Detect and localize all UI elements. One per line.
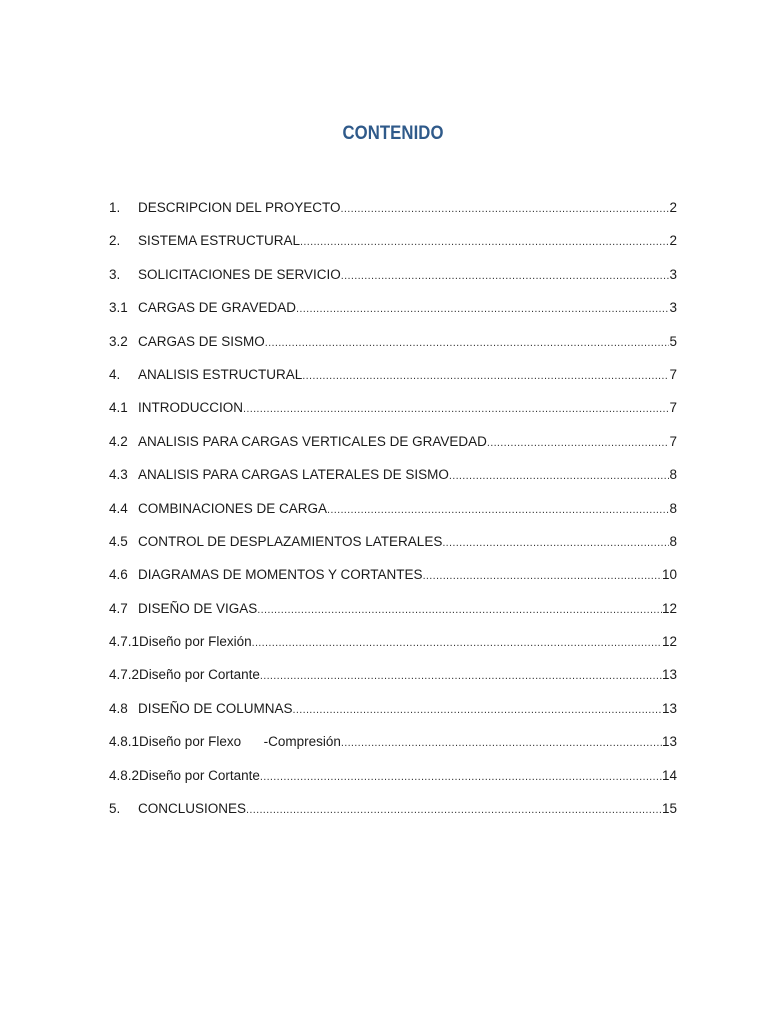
toc-entry-text: CONTROL DE DESPLAZAMIENTOS LATERALES [138, 533, 443, 549]
toc-entry-page: 2 [669, 233, 677, 249]
toc-entry-number: 3.1 [109, 300, 128, 316]
toc-entry-page: 7 [669, 400, 677, 416]
toc-entry-page: 2 [669, 200, 677, 215]
toc-entry-page: 13 [661, 667, 677, 683]
toc-dot-leader [423, 570, 662, 582]
toc-entry-text: SISTEMA ESTRUCTURAL [138, 233, 301, 249]
toc-entry [109, 601, 677, 634]
toc-dot-leader [260, 670, 662, 682]
toc-entry-text: SOLICITACIONES DE SERVICIO [138, 266, 341, 282]
toc-entry-text: CONCLUSIONES [138, 801, 247, 817]
toc-entry-number: 1. [109, 200, 121, 215]
toc-entry-number: 4.1 [109, 400, 128, 416]
toc-entry-page: 13 [661, 734, 677, 750]
toc-entry-text: ANALISIS ESTRUCTURAL [138, 366, 303, 382]
toc-entry-text: ANALISIS PARA CARGAS VERTICALES DE GRAVEDAD [138, 433, 487, 449]
toc-dot-leader [260, 771, 662, 783]
toc-dot-leader [293, 704, 662, 716]
toc-entry [109, 801, 677, 834]
toc-entry-number: 4.8 [109, 700, 128, 716]
toc-dot-leader [296, 303, 669, 315]
toc-entry-page: 3 [669, 266, 677, 282]
toc-dot-leader [341, 203, 670, 215]
toc-entry [109, 233, 677, 266]
toc-entry [109, 534, 677, 567]
toc-entry-page: 12 [661, 600, 677, 616]
toc-entry-text: CARGAS DE GRAVEDAD [138, 300, 297, 316]
toc-dot-leader [252, 637, 662, 649]
toc-entry-page: 7 [669, 366, 677, 382]
toc-entry [109, 267, 677, 300]
toc-entry-page: 5 [669, 333, 677, 349]
toc-dot-leader [327, 504, 669, 516]
toc-entry-number: 3. [109, 266, 121, 282]
toc-entry [109, 734, 677, 767]
toc-entry [109, 701, 677, 734]
toc-entry-page: 8 [669, 533, 677, 549]
toc-entry-text: CARGAS DE SISMO [138, 333, 265, 349]
toc-dot-leader [341, 270, 670, 282]
toc-entry-page: 13 [661, 700, 677, 716]
toc-entry-page: 10 [661, 567, 677, 583]
toc-entry-number: 4.8.2 [109, 767, 140, 783]
toc-entry [109, 334, 677, 367]
toc-dot-leader [442, 537, 669, 549]
toc-entry [109, 400, 677, 433]
toc-entry-text: DIAGRAMAS DE MOMENTOS Y CORTANTES [138, 567, 423, 583]
toc-entry-text: ANALISIS PARA CARGAS LATERALES DE SISMO [138, 467, 449, 483]
toc-entry [109, 200, 677, 233]
toc-entry-number: 4.2 [109, 433, 128, 449]
toc-entry-text: DESCRIPCION DEL PROYECTO [138, 200, 341, 215]
toc-entry-number: 4.6 [109, 567, 128, 583]
toc-entry-number: 4.7 [109, 600, 128, 616]
toc-dot-leader [449, 470, 670, 482]
toc-entry-text: COMBINACIONES DE CARGA [138, 500, 328, 516]
toc-entry-text: Diseño por Cortante [139, 667, 260, 683]
toc-entry-page: 12 [661, 634, 677, 650]
toc-entry [109, 501, 677, 534]
toc-entry [109, 434, 677, 467]
table-of-contents [109, 200, 677, 834]
toc-entry-number: 4.8.1 [109, 734, 140, 750]
toc-entry-text: Diseño por Flexo -Compresión [139, 734, 341, 750]
toc-entry-number: 4.7.2 [109, 667, 140, 683]
toc-entry-page: 14 [661, 767, 677, 783]
toc-entry [109, 768, 677, 801]
toc-entry [109, 634, 677, 667]
toc-entry-number: 4.5 [109, 533, 128, 549]
toc-entry-number: 3.2 [109, 333, 128, 349]
toc-entry-number: 4. [109, 366, 121, 382]
toc-dot-leader [300, 236, 669, 248]
toc-entry-page: 8 [669, 500, 677, 516]
toc-entry-number: 4.7.1 [109, 634, 140, 650]
toc-entry [109, 367, 677, 400]
toc-entry-page: 3 [669, 300, 677, 316]
toc-title: CONTENIDO [342, 123, 444, 144]
toc-entry-text: Diseño por Flexión [139, 634, 252, 650]
toc-entry [109, 567, 677, 600]
toc-entry [109, 300, 677, 333]
toc-dot-leader [302, 370, 669, 382]
toc-entry-number: 4.4 [109, 500, 128, 516]
toc-entry-text: INTRODUCCION [138, 400, 243, 416]
toc-entry-text: Diseño por Cortante [139, 767, 260, 783]
toc-entry-page: 15 [661, 801, 677, 817]
toc-dot-leader [246, 804, 662, 816]
toc-entry-page: 7 [669, 433, 677, 449]
toc-entry [109, 467, 677, 500]
toc-dot-leader [487, 437, 670, 449]
toc-entry-number: 2. [109, 233, 121, 249]
toc-entry-page: 8 [669, 467, 677, 483]
toc-entry-number: 4.3 [109, 467, 128, 483]
toc-entry-text: DISEÑO DE VIGAS [138, 600, 258, 616]
toc-entry-text: DISEÑO DE COLUMNAS [138, 700, 293, 716]
toc-dot-leader [243, 403, 669, 415]
toc-dot-leader [341, 737, 662, 749]
toc-dot-leader [265, 337, 670, 349]
toc-entry-number: 5. [109, 801, 121, 817]
toc-dot-leader [257, 604, 662, 616]
toc-entry [109, 667, 677, 700]
